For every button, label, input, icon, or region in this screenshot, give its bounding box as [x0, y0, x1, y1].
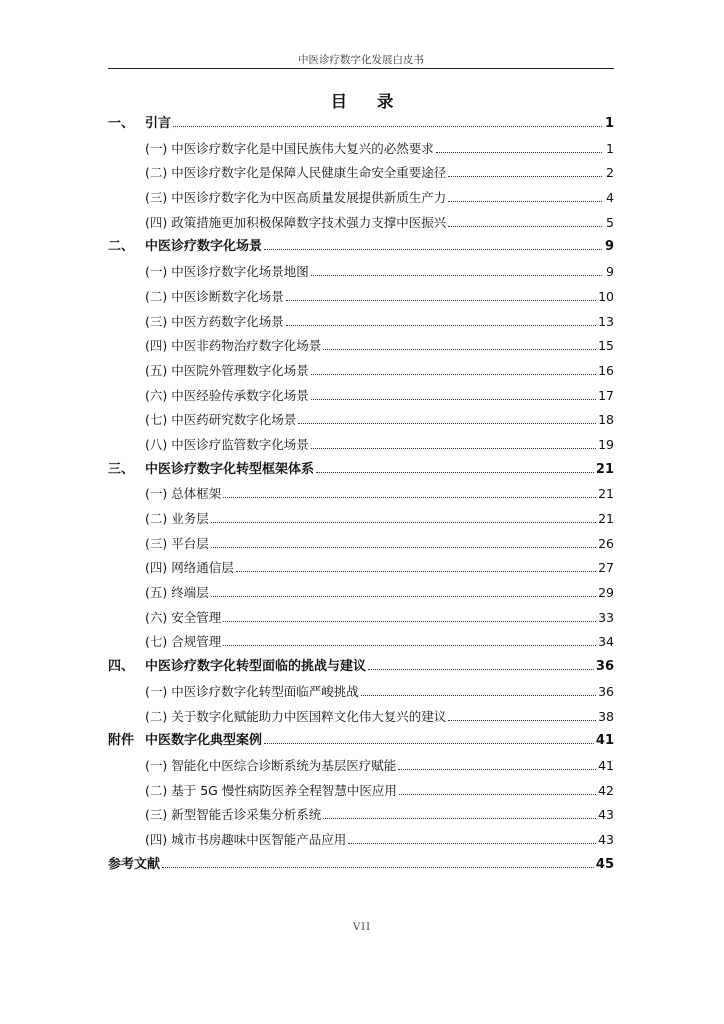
toc-page-number: 21 [598, 486, 614, 502]
toc-page-number: 45 [595, 856, 614, 872]
toc-entry-title: (六) 安全管理 [145, 609, 222, 625]
toc-page-number: 2 [606, 165, 614, 181]
toc-entry-title: (三) 中医方药数字化场景 [145, 313, 284, 329]
toc-entry-title: (三) 新型智能舌诊采集分析系统 [145, 807, 322, 823]
toc-entry-title: (四) 政策措施更加积极保障数字技术强力支撑中医振兴 [145, 214, 447, 230]
toc-entry-title: (一) 中医诊疗数字化转型面临严峻挑战 [145, 683, 359, 699]
toc-section-entry[interactable] [108, 680, 614, 705]
toc-entry-title: (二) 基于 5G 慢性病防医养全程智慧中医应用 [145, 782, 397, 798]
toc-chapter-entry[interactable] [108, 729, 614, 754]
toc-section-entry[interactable] [108, 137, 614, 162]
toc-page-number: 42 [598, 782, 614, 798]
toc-dot-leader [311, 374, 596, 375]
toc-page-number: 9 [604, 239, 614, 255]
toc-section-entry[interactable] [108, 433, 614, 458]
toc-dot-leader [286, 300, 596, 301]
header-rule [108, 68, 614, 69]
toc-entry-title: 引言 [145, 116, 172, 131]
toc-dot-leader [223, 621, 596, 622]
toc-dot-leader [448, 176, 602, 177]
toc-page-number: 4 [606, 190, 614, 206]
toc-section-entry[interactable] [108, 754, 614, 779]
toc-entry-title: (四) 城市书房趣味中医智能产品应用 [145, 831, 347, 847]
toc-title: 目 录 [330, 92, 406, 111]
toc-section-entry[interactable] [108, 630, 614, 655]
toc-section-entry[interactable] [108, 260, 614, 285]
toc-entry-title: (六) 中医经验传承数字化场景 [145, 387, 309, 403]
toc-dot-leader [223, 645, 596, 646]
toc-entry-title: 中医诊疗数字化转型面临的挑战与建议 [145, 659, 367, 675]
toc-entry-title: (七) 合规管理 [145, 634, 222, 650]
toc-section-entry[interactable] [108, 384, 614, 409]
toc-entry-title: (四) 网络通信层 [145, 560, 234, 576]
toc-section-entry[interactable] [108, 186, 614, 211]
toc-page-number: 9 [606, 264, 614, 280]
toc-section-entry[interactable] [108, 803, 614, 828]
toc-dot-leader [448, 226, 602, 227]
toc-chapter-entry[interactable] [108, 112, 614, 137]
toc-section-entry[interactable] [108, 705, 614, 730]
toc-section-entry[interactable] [108, 359, 614, 384]
toc-section-entry[interactable] [108, 285, 614, 310]
toc-page-number: 5 [606, 214, 614, 230]
toc-dot-leader [448, 720, 596, 721]
toc-page-number: 29 [598, 585, 614, 601]
table-of-contents [108, 112, 614, 877]
toc-page-number: 17 [598, 387, 614, 403]
toc-entry-title: (二) 业务层 [145, 511, 209, 526]
toc-dot-leader [211, 547, 596, 548]
toc-dot-leader [448, 201, 602, 202]
toc-page-number: 36 [598, 683, 614, 699]
toc-chapter-number: 附件 [108, 733, 135, 749]
toc-page-number: 33 [598, 609, 614, 625]
toc-entry-title: (一) 总体框架 [145, 486, 222, 502]
toc-page-number: 13 [598, 313, 614, 329]
toc-dot-leader [286, 325, 596, 326]
toc-dot-leader [311, 448, 596, 449]
toc-section-entry[interactable] [108, 779, 614, 804]
toc-entry-title: (二) 中医诊疗数字化是保障人民健康生命安全重要途径 [145, 165, 447, 181]
toc-section-entry[interactable] [108, 161, 614, 186]
toc-dot-leader [368, 669, 594, 670]
toc-chapter-entry[interactable] [108, 853, 614, 878]
toc-dot-leader [264, 249, 602, 250]
toc-section-entry[interactable] [108, 310, 614, 335]
toc-chapter-entry[interactable] [108, 235, 614, 260]
toc-dot-leader [236, 571, 596, 572]
toc-section-entry[interactable] [108, 606, 614, 631]
toc-chapter-number: 一、 [108, 116, 135, 131]
toc-dot-leader [323, 818, 596, 819]
toc-dot-leader [316, 472, 594, 473]
toc-page-number: 26 [598, 535, 614, 551]
toc-chapter-entry[interactable] [108, 655, 614, 680]
toc-entry-title: (三) 平台层 [145, 535, 209, 551]
toc-page-number: 34 [598, 634, 614, 650]
toc-section-entry[interactable] [108, 507, 614, 532]
toc-page-number: 1 [604, 116, 614, 131]
toc-section-entry[interactable] [108, 828, 614, 853]
toc-entry-title: 中医数字化典型案例 [145, 733, 263, 749]
toc-section-entry[interactable] [108, 556, 614, 581]
toc-dot-leader [264, 743, 594, 744]
toc-section-entry[interactable] [108, 482, 614, 507]
toc-dot-leader [223, 497, 596, 498]
toc-dot-leader [162, 867, 594, 868]
toc-page-number: 27 [598, 560, 614, 576]
toc-chapter-number: 三、 [108, 461, 135, 477]
toc-dot-leader [361, 695, 596, 696]
toc-entry-title: (一) 中医诊疗数字化场景地图 [145, 264, 309, 280]
toc-page-number: 36 [595, 659, 614, 675]
toc-entry-title: (七) 中医药研究数字化场景 [145, 412, 297, 428]
page-number: VII [352, 922, 372, 933]
toc-entry-title: 中医诊疗数字化场景 [145, 239, 263, 255]
toc-page-number: 15 [598, 338, 614, 354]
toc-dot-leader [436, 152, 602, 153]
toc-entry-title: (五) 中医院外管理数字化场景 [145, 362, 309, 378]
toc-page-number: 16 [598, 362, 614, 378]
toc-entry-title: (五) 终端层 [145, 585, 209, 601]
toc-entry-title: (一) 中医诊疗数字化是中国民族伟大复兴的必然要求 [145, 140, 434, 156]
toc-dot-leader [311, 275, 602, 276]
toc-entry-title: (一) 智能化中医综合诊断系统为基层医疗赋能 [145, 757, 397, 773]
toc-page-number: 38 [598, 708, 614, 724]
toc-page-number: 10 [598, 288, 614, 304]
toc-dot-leader [399, 794, 596, 795]
toc-page-number: 1 [606, 140, 614, 156]
toc-page-number: 19 [598, 436, 614, 452]
toc-page-number: 41 [595, 733, 614, 749]
toc-dot-leader [211, 596, 596, 597]
toc-dot-leader [173, 126, 602, 127]
toc-entry-title: (三) 中医诊疗数字化为中医高质量发展提供新质生产力 [145, 190, 447, 206]
toc-page-number: 41 [598, 757, 614, 773]
toc-dot-leader [298, 423, 596, 424]
toc-dot-leader [211, 522, 596, 523]
toc-section-entry[interactable] [108, 211, 614, 236]
toc-page-number: 21 [598, 511, 614, 526]
toc-page-number: 43 [598, 831, 614, 847]
toc-chapter-number: 二、 [108, 239, 135, 255]
toc-chapter-entry[interactable] [108, 458, 614, 483]
toc-entry-title: (八) 中医诊疗监管数字化场景 [145, 436, 309, 452]
toc-dot-leader [398, 769, 596, 770]
toc-section-entry[interactable] [108, 408, 614, 433]
toc-entry-title: 参考文献 [108, 856, 161, 872]
toc-section-entry[interactable] [108, 581, 614, 606]
running-header: 中医诊疗数字化发展白皮书 [298, 54, 424, 66]
toc-entry-title: (二) 中医诊断数字化场景 [145, 288, 284, 304]
toc-page-number: 21 [595, 461, 614, 477]
toc-section-entry[interactable] [108, 334, 614, 359]
toc-entry-title: 中医诊疗数字化转型框架体系 [145, 461, 315, 477]
toc-dot-leader [348, 843, 596, 844]
toc-page-number: 43 [598, 807, 614, 823]
toc-page-number: 18 [598, 412, 614, 428]
toc-dot-leader [311, 399, 596, 400]
toc-section-entry[interactable] [108, 532, 614, 557]
toc-chapter-number: 四、 [108, 659, 135, 675]
toc-dot-leader [323, 349, 596, 350]
toc-entry-title: (二) 关于数字化赋能助力中医国粹文化伟大复兴的建议 [145, 708, 447, 724]
toc-entry-title: (四) 中医非药物治疗数字化场景 [145, 338, 322, 354]
